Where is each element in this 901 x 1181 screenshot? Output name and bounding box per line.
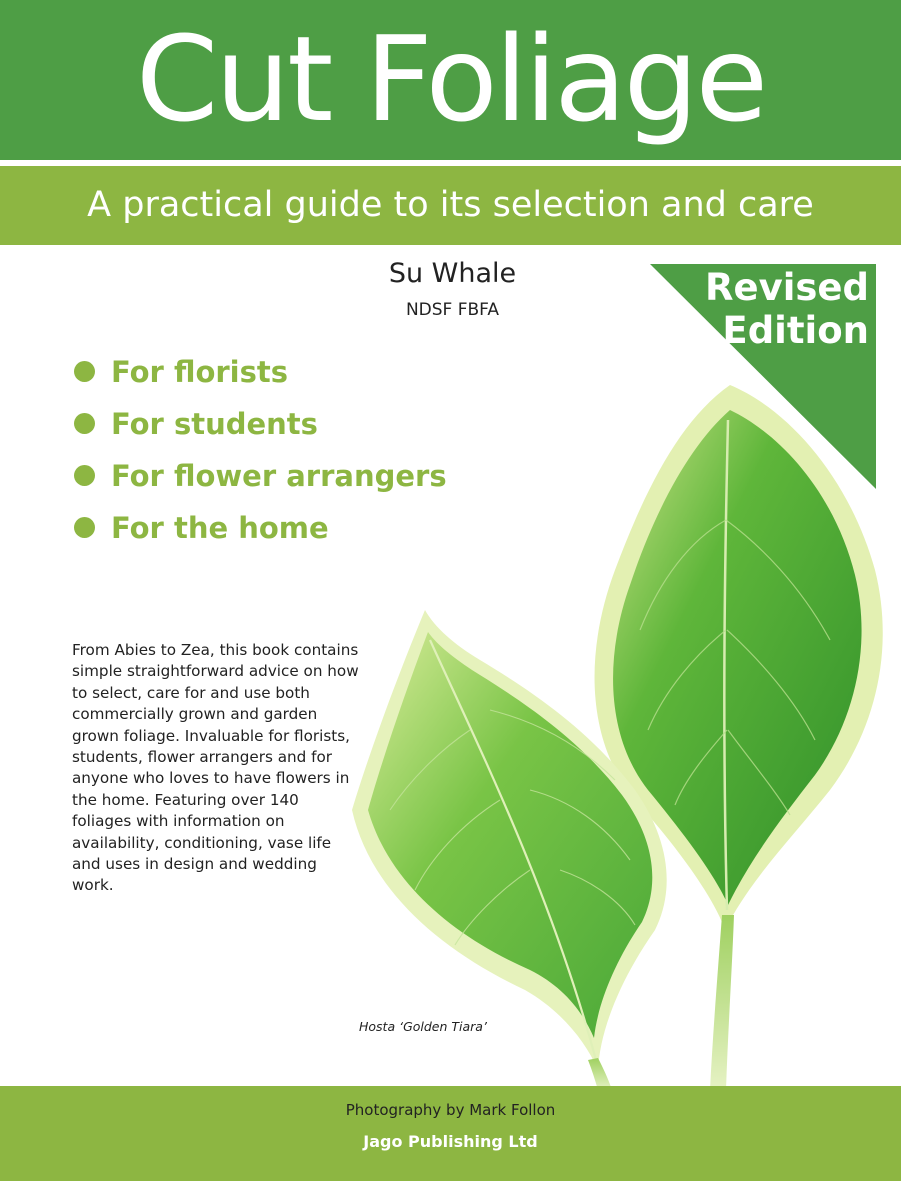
- edition-line-2: Edition: [722, 309, 869, 352]
- book-title: Cut Foliage: [135, 10, 766, 148]
- subtitle-band: [0, 166, 901, 245]
- edition-label: [660, 266, 869, 352]
- feature-label: For flower arrangers: [111, 459, 447, 493]
- feature-label: For florists: [111, 355, 289, 389]
- author-credentials: NDSF FBFA: [405, 300, 500, 320]
- feature-item: [72, 346, 447, 398]
- feature-label: For students: [111, 407, 318, 441]
- feature-item: [72, 502, 447, 554]
- bullet-dot: [74, 361, 95, 382]
- photo-credit: Photography by Mark Follon: [345, 1101, 556, 1119]
- title-band: [0, 0, 901, 160]
- edition-line-1: Revised: [705, 266, 869, 309]
- feature-label: For the home: [111, 511, 329, 545]
- photo-caption: Hosta ‘Golden Tiara’: [359, 1019, 487, 1034]
- bullet-dot: [74, 465, 95, 486]
- bullet-dot: [74, 517, 95, 538]
- book-subtitle: A practical guide to its selection and care: [87, 185, 814, 225]
- author-name: Su Whale: [388, 258, 517, 289]
- blurb-text: From Abies to Zea, this book contains simple straightforward advice on how to select, care for and use both commercially grown and garden grown foliage. Invaluable for florists, students, flower arrangers and for anyone who loves to have flowers in the home. Featuring over 140 foliages with information on availability, conditioning, vase life and uses in design and wedding work.: [72, 641, 359, 895]
- publisher-name: Jago Publishing Ltd: [363, 1132, 538, 1151]
- bullet-dot: [74, 413, 95, 434]
- feature-item: [72, 450, 447, 502]
- feature-item: [72, 398, 447, 450]
- feature-list: [72, 346, 447, 554]
